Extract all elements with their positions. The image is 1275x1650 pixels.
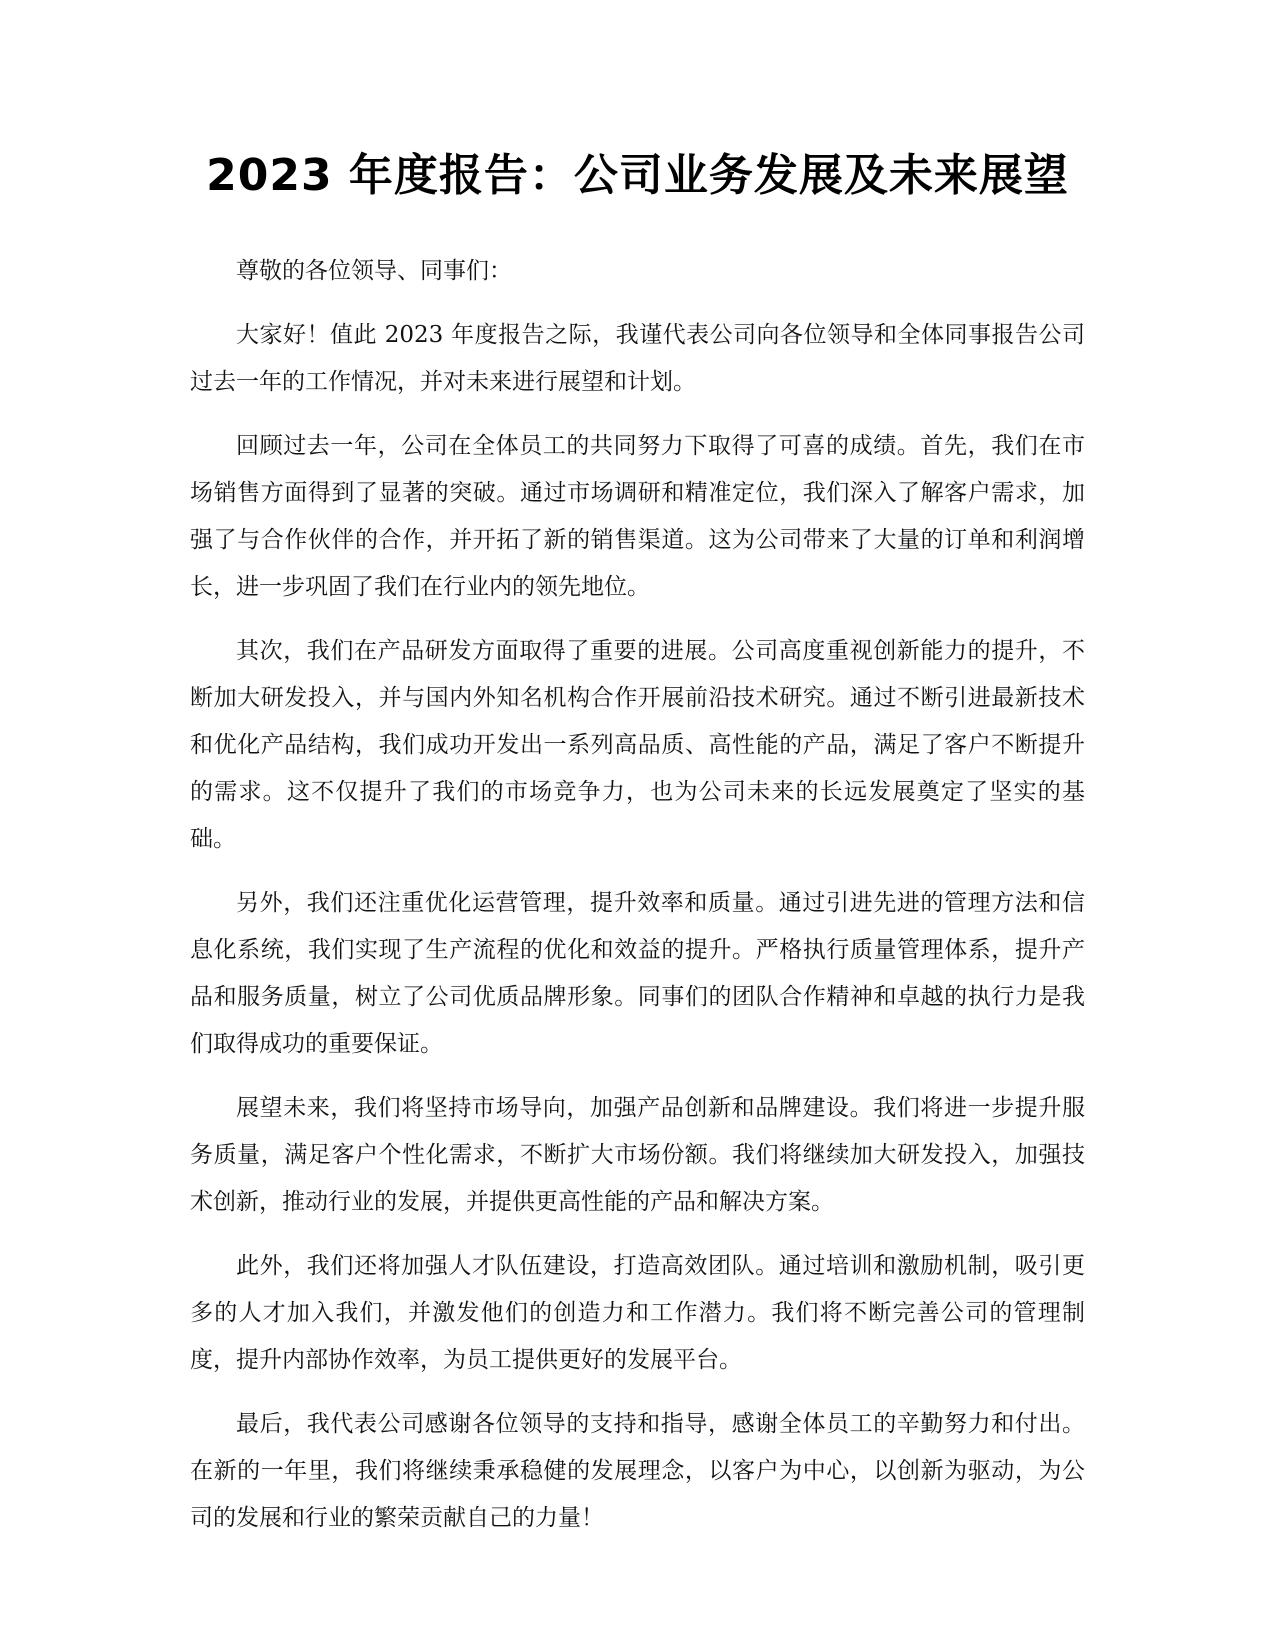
paragraph-outlook: 展望未来，我们将坚持市场导向，加强产品创新和品牌建设。我们将进一步提升服务质量，满足客户个性化需求，不断扩大市场份额。我们将继续加大研发投入，加强技术创新，推动行业的发展，并提供更高性能的产品和解决方案。 — [190, 1095, 1085, 1215]
paragraph-talent: 此外，我们还将加强人才队伍建设，打造高效团队。通过培训和激励机制，吸引更多的人才加入我们，并激发他们的创造力和工作潜力。我们将不断完善公司的管理制度，提升内部协作效率，为员工提供更好的发展平台。 — [190, 1253, 1085, 1373]
salutation: 尊敬的各位领导、同事们： — [236, 258, 512, 284]
paragraph-closing: 最后，我代表公司感谢各位领导的支持和指导，感谢全体员工的辛勤努力和付出。在新的一年里，我们将继续秉承稳健的发展理念，以客户为中心，以创新为驱动，为公司的发展和行业的繁荣贡献自己的力量！ — [190, 1411, 1085, 1531]
paragraph-operations: 另外，我们还注重优化运营管理，提升效率和质量。通过引进先进的管理方法和信息化系统，我们实现了生产流程的优化和效益的提升。严格执行质量管理体系，提升产品和服务质量，树立了公司优质品牌形象。同事们的团队合作精神和卓越的执行力是我们取得成功的重要保证。 — [190, 890, 1085, 1057]
paragraph-review-sales: 回顾过去一年，公司在全体员工的共同努力下取得了可喜的成绩。首先，我们在市场销售方面得到了显著的突破。通过市场调研和精准定位，我们深入了解客户需求，加强了与合作伙伴的合作，并开拓了新的销售渠道。这为公司带来了大量的订单和利润增长，进一步巩固了我们在行业内的领先地位。 — [190, 433, 1085, 600]
paragraph-rnd: 其次，我们在产品研发方面取得了重要的进展。公司高度重视创新能力的提升，不断加大研发投入，并与国内外知名机构合作开展前沿技术研究。通过不断引进最新技术和优化产品结构，我们成功开发出一系列高品质、高性能的产品，满足了客户不断提升的需求。这不仅提升了我们的市场竞争力，也为公司未来的长远发展奠定了坚实的基础。 — [190, 638, 1085, 852]
document-title: 2023 年度报告：公司业务发展及未来展望 — [206, 150, 1069, 201]
paragraph-greeting: 大家好！值此 2023 年度报告之际，我谨代表公司向各位领导和全体同事报告公司过去一年的工作情况，并对未来进行展望和计划。 — [190, 322, 1085, 395]
document-body — [190, 248, 1085, 1559]
